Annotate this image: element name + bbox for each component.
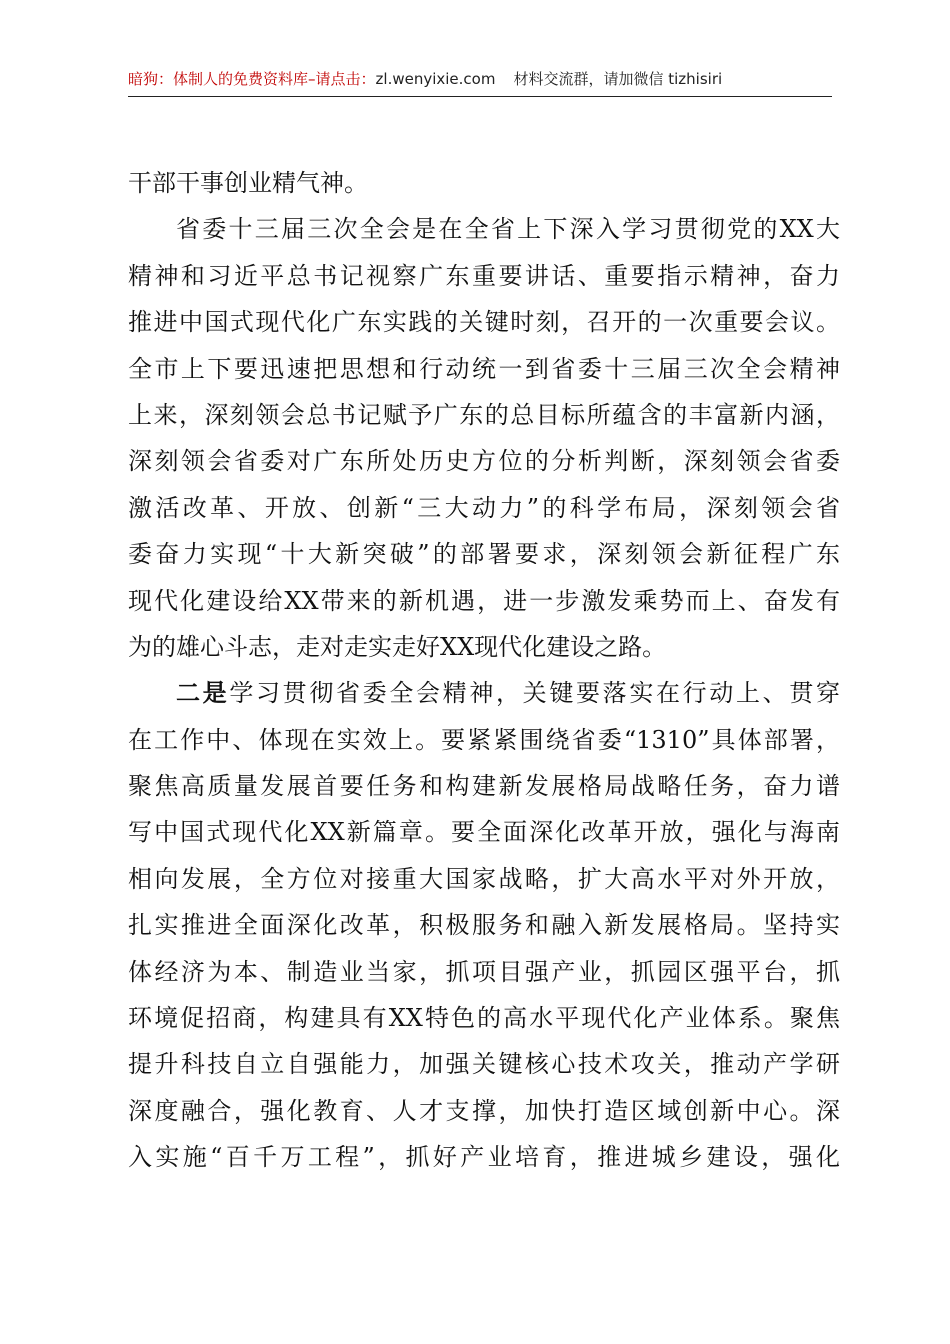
text-line: 聚焦高质量发展首要任务和构建新发展格局战略任务，奋力谱 [128,772,840,801]
text-line: 体经济为本、制造业当家，抓项目强产业，抓园区强平台，抓 [128,957,840,986]
text-line: 上来，深刻领会总书记赋予广东的总目标所蕴含的丰富新内涵， [128,400,840,429]
text-line: 委奋力实现“十大新突破”的部署要求，深刻领会新征程广东 [128,540,840,569]
text-line: 写中国式现代化XX新篇章。要全面深化改革开放，强化与海南 [128,818,840,847]
document-body [128,160,840,1181]
text-line [128,670,840,716]
header-brand: 暗狗：体制人的免费资料库 [128,70,309,88]
text-line: 为的雄心斗志，走对走实走好XX现代化建设之路。 [128,632,667,661]
text-line: 推进中国式现代化广东实践的关键时刻，召开的一次重要会议。 [128,308,840,337]
text-line: 扎实推进全面深化改革，积极服务和融入新发展格局。坚持实 [128,911,840,940]
paragraph-lead: 二是 [176,678,230,708]
header-dash: – [308,70,316,88]
text-line: 环境促招商，构建具有XX特色的高水平现代化产业体系。聚焦 [128,1004,840,1033]
header-contact: 材料交流群，请加微信 tizhisiri [513,70,723,88]
text-line: 现代化建设给XX带来的新机遇，进一步激发乘势而上、奋发有 [128,586,840,615]
text-line: 提升科技自立自强能力，加强关键核心技术攻关，推动产学研 [128,1050,840,1079]
header-click-label: 请点击： [315,70,376,88]
paragraph-first-line: 学习贯彻省委全会精神，关键要落实在行动上、贯穿 [229,679,841,708]
text-line: 干部干事创业精气神。 [128,169,368,197]
text-line: 深刻领会省委对广东所处历史方位的分析判断，深刻领会省委 [128,447,840,476]
text-line: 相向发展，全方位对接重大国家战略，扩大高水平对外开放， [128,864,840,893]
text-line: 深度融合，强化教育、人才支撑，加快打造区域创新中心。深 [128,1096,840,1125]
text-line: 在工作中、体现在实效上。要紧紧围绕省委“1310”具体部署， [128,725,840,754]
text-line: 省委十三届三次全会是在全省上下深入学习贯彻党的XX大 [176,215,840,244]
text-line: 全市上下要迅速把思想和行动统一到省委十三届三次全会精神 [128,354,840,383]
text-line: 激活改革、开放、创新“三大动力”的科学布局，深刻领会省 [128,493,840,522]
text-line: 精神和习近平总书记视察广东重要讲话、重要指示精神，奋力 [128,261,840,290]
text-line: 入实施“百千万工程”，抓好产业培育，推进城乡建设，强化 [128,1143,840,1172]
header-url-link[interactable]: zl.wenyixie.com [375,70,496,88]
page-header [128,66,832,97]
